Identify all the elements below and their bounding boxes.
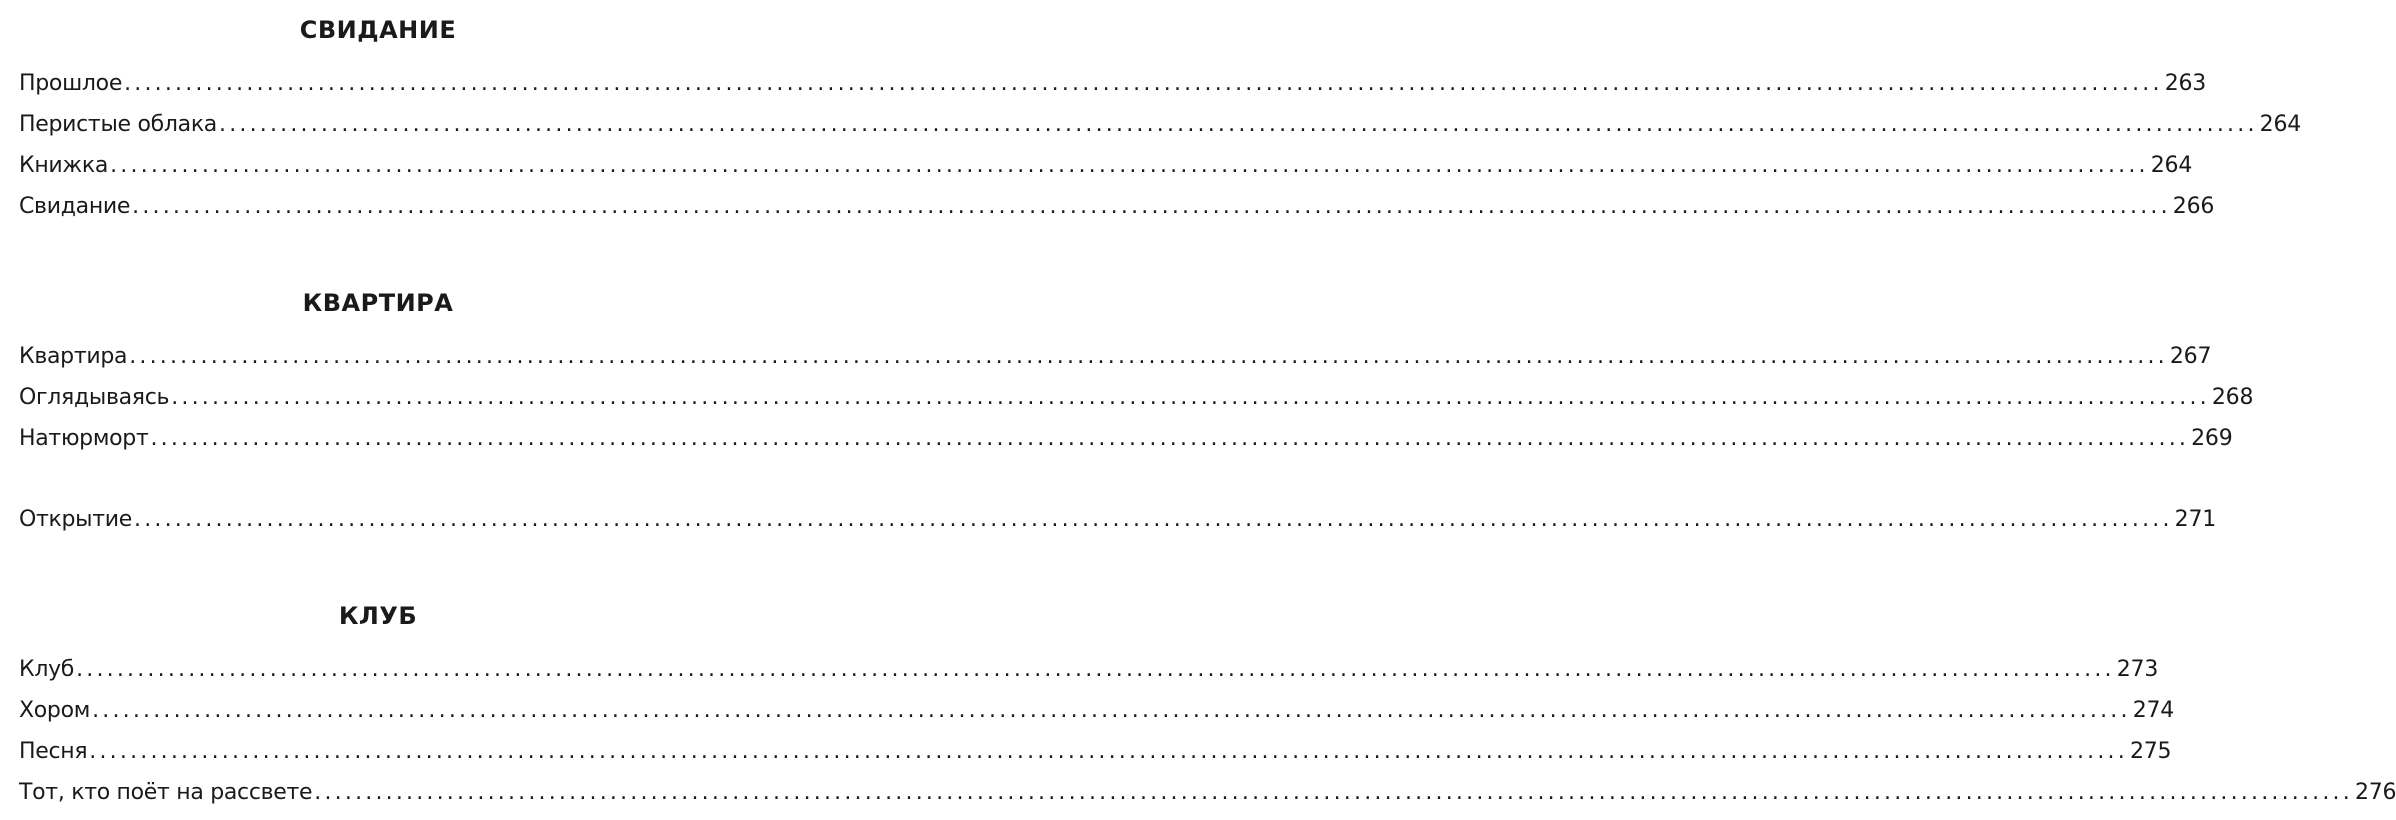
toc-entry[interactable] xyxy=(19,502,2217,538)
dot-leader: ........................................................................................................................................................................................................ xyxy=(124,71,2163,96)
dot-leader: ........................................................................................................................................................................................................ xyxy=(132,194,2171,219)
toc-entry[interactable] xyxy=(19,148,2193,184)
toc-entry[interactable] xyxy=(19,421,2233,457)
dot-leader: ........................................................................................................................................................................................................ xyxy=(92,698,2131,723)
toc-entry[interactable] xyxy=(19,734,2172,770)
entry-title: Перистые облака xyxy=(19,112,217,137)
dot-leader: ........................................................................................................................................................................................................ xyxy=(219,112,2258,137)
entry-title: Книжка xyxy=(19,153,109,178)
section-heading: КЛУБ xyxy=(338,602,418,630)
dot-leader: ........................................................................................................................................................................................................ xyxy=(76,657,2115,682)
section-heading: СВИДАНИЕ xyxy=(299,16,457,44)
dot-leader: ........................................................................................................................................................................................................ xyxy=(314,780,2353,805)
dot-leader: ........................................................................................................................................................................................................ xyxy=(129,344,2168,369)
entry-title: Натюрморт xyxy=(19,426,149,451)
entry-page-number: 263 xyxy=(2164,71,2207,96)
entry-title: Открытие xyxy=(19,507,133,532)
entry-title: Клуб xyxy=(19,657,75,682)
entry-title: Квартира xyxy=(19,344,128,369)
entry-page-number: 267 xyxy=(2169,344,2212,369)
dot-leader: ........................................................................................................................................................................................................ xyxy=(89,739,2128,764)
entry-page-number: 264 xyxy=(2259,112,2302,137)
entry-title: Хором xyxy=(19,698,91,723)
toc-entry[interactable] xyxy=(19,107,2302,143)
entry-page-number: 271 xyxy=(2174,507,2217,532)
dot-leader: ........................................................................................................................................................................................................ xyxy=(110,153,2149,178)
toc-entry[interactable] xyxy=(19,66,2207,102)
entry-title: Прошлое xyxy=(19,71,123,96)
entry-page-number: 266 xyxy=(2172,194,2215,219)
dot-leader: ........................................................................................................................................................................................................ xyxy=(171,385,2210,410)
dot-leader: ........................................................................................................................................................................................................ xyxy=(150,426,2190,451)
section-heading: КВАРТИРА xyxy=(302,289,454,317)
toc-entry[interactable] xyxy=(19,380,2254,416)
entry-title: Свидание xyxy=(19,194,131,219)
entry-page-number: 276 xyxy=(2354,780,2396,805)
toc-entry[interactable] xyxy=(19,189,2215,225)
toc-entry[interactable] xyxy=(19,693,2175,729)
toc-entry[interactable] xyxy=(19,775,2396,811)
toc-entry[interactable] xyxy=(19,652,2159,688)
dot-leader: ........................................................................................................................................................................................................ xyxy=(134,507,2173,532)
entry-title: Оглядываясь xyxy=(19,385,170,410)
entry-page-number: 275 xyxy=(2129,739,2172,764)
entry-title: Песня xyxy=(19,739,88,764)
entry-title: Тот, кто поёт на рассвете xyxy=(19,780,313,805)
entry-page-number: 264 xyxy=(2150,153,2193,178)
entry-page-number: 269 xyxy=(2191,426,2233,451)
entry-page-number: 273 xyxy=(2116,657,2159,682)
entry-page-number: 274 xyxy=(2132,698,2175,723)
toc-entry[interactable] xyxy=(19,339,2212,375)
entry-page-number: 268 xyxy=(2211,385,2254,410)
